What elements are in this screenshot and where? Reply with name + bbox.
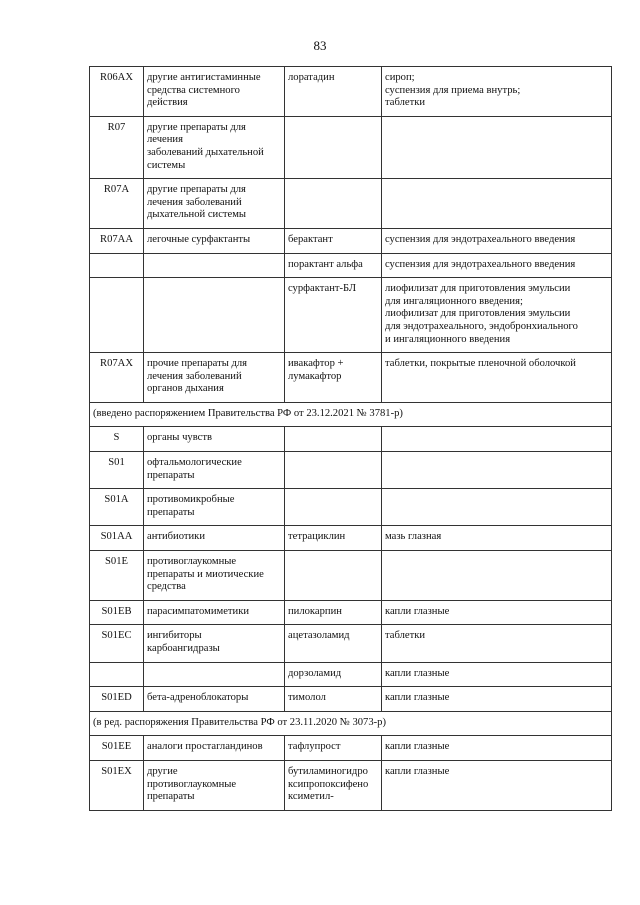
drug-name-cell <box>285 489 382 526</box>
dosage-form-cell <box>382 489 612 526</box>
dosage-form-cell: таблетки <box>382 625 612 662</box>
drug-name-cell: тафлупрост <box>285 736 382 761</box>
atc-code-cell: S <box>90 427 144 452</box>
amendment-note-row <box>90 711 612 736</box>
atc-code-cell <box>90 253 144 278</box>
group-name-cell <box>144 253 285 278</box>
table-row <box>90 427 612 452</box>
table-row <box>90 736 612 761</box>
drug-name-cell <box>285 551 382 601</box>
group-name-cell: парасимпатомиметики <box>144 600 285 625</box>
group-name-cell: другие антигистаминные средства системного действия <box>144 67 285 117</box>
atc-code-cell: S01ED <box>90 687 144 712</box>
drug-name-cell: пилокарпин <box>285 600 382 625</box>
atc-code-cell <box>90 662 144 687</box>
table-row <box>90 278 612 353</box>
drug-name-cell: берактант <box>285 228 382 253</box>
atc-code-cell: S01AA <box>90 526 144 551</box>
table-row <box>90 526 612 551</box>
group-name-cell: бета-адреноблокаторы <box>144 687 285 712</box>
dosage-form-cell: капли глазные <box>382 662 612 687</box>
group-name-cell: органы чувств <box>144 427 285 452</box>
group-name-cell: другие препараты для лечения заболеваний дыхательной системы <box>144 179 285 229</box>
table-row <box>90 116 612 178</box>
dosage-form-cell: таблетки, покрытые пленочной оболочкой <box>382 353 612 403</box>
drug-name-cell <box>285 427 382 452</box>
drug-name-cell <box>285 452 382 489</box>
atc-code-cell: R07A <box>90 179 144 229</box>
dosage-form-cell <box>382 116 612 178</box>
group-name-cell: легочные сурфактанты <box>144 228 285 253</box>
dosage-form-cell <box>382 427 612 452</box>
dosage-form-cell: капли глазные <box>382 600 612 625</box>
drug-name-cell: порактант альфа <box>285 253 382 278</box>
drug-name-cell: тимолол <box>285 687 382 712</box>
drug-name-cell <box>285 179 382 229</box>
group-name-cell: аналоги простагландинов <box>144 736 285 761</box>
drug-name-cell: сурфактант-БЛ <box>285 278 382 353</box>
drug-name-cell: бутиламиногидро ксипропоксифено ксиметил- <box>285 760 382 810</box>
dosage-form-cell: лиофилизат для приготовления эмульсии для ингаляционного введения; лиофилизат для приготовления эмульсии для эндотрахеального, эндобронхиального и ингаляционного введения <box>382 278 612 353</box>
table-row <box>90 760 612 810</box>
atc-code-cell: S01 <box>90 452 144 489</box>
dosage-form-cell: суспензия для эндотрахеального введения <box>382 228 612 253</box>
drug-name-cell <box>285 116 382 178</box>
table-row <box>90 253 612 278</box>
group-name-cell <box>144 278 285 353</box>
dosage-form-cell: капли глазные <box>382 760 612 810</box>
atc-code-cell: S01EC <box>90 625 144 662</box>
atc-code-cell: S01A <box>90 489 144 526</box>
dosage-form-cell: сироп; суспензия для приема внутрь; таблетки <box>382 67 612 117</box>
amendment-note: (введено распоряжением Правительства РФ от 23.12.2021 № 3781-р) <box>90 402 612 427</box>
page-number: 83 <box>313 38 327 53</box>
atc-code-cell: S01E <box>90 551 144 601</box>
group-name-cell: ингибиторы карбоангидразы <box>144 625 285 662</box>
table-row <box>90 228 612 253</box>
group-name-cell: противоглаукомные препараты и миотические средства <box>144 551 285 601</box>
atc-code-cell: R06AX <box>90 67 144 117</box>
table-row <box>90 353 612 403</box>
atc-code-cell: S01EE <box>90 736 144 761</box>
dosage-form-cell <box>382 452 612 489</box>
table-row <box>90 179 612 229</box>
group-name-cell: прочие препараты для лечения заболеваний органов дыхания <box>144 353 285 403</box>
group-name-cell: другие противоглаукомные препараты <box>144 760 285 810</box>
table-row <box>90 687 612 712</box>
table-row <box>90 662 612 687</box>
drug-name-cell: ивакафтор + лумакафтор <box>285 353 382 403</box>
amendment-note-row <box>90 402 612 427</box>
dosage-form-cell: капли глазные <box>382 736 612 761</box>
amendment-note: (в ред. распоряжения Правительства РФ от 23.11.2020 № 3073-р) <box>90 711 612 736</box>
drug-name-cell: лоратадин <box>285 67 382 117</box>
drug-name-cell: тетрациклин <box>285 526 382 551</box>
atc-code-cell: S01EX <box>90 760 144 810</box>
drug-name-cell: ацетазоламид <box>285 625 382 662</box>
atc-code-cell: R07 <box>90 116 144 178</box>
group-name-cell <box>144 662 285 687</box>
table-row <box>90 600 612 625</box>
table-row <box>90 625 612 662</box>
dosage-form-cell: суспензия для эндотрахеального введения <box>382 253 612 278</box>
table-row <box>90 452 612 489</box>
atc-code-cell: R07AX <box>90 353 144 403</box>
atc-code-cell: S01EB <box>90 600 144 625</box>
drug-table <box>89 66 612 811</box>
dosage-form-cell <box>382 551 612 601</box>
atc-code-cell: R07AA <box>90 228 144 253</box>
table-row <box>90 551 612 601</box>
table-row <box>90 67 612 117</box>
group-name-cell: офтальмологические препараты <box>144 452 285 489</box>
group-name-cell: антибиотики <box>144 526 285 551</box>
group-name-cell: другие препараты для лечения заболеваний дыхательной системы <box>144 116 285 178</box>
table-row <box>90 489 612 526</box>
group-name-cell: противомикробные препараты <box>144 489 285 526</box>
drug-name-cell: дорзоламид <box>285 662 382 687</box>
dosage-form-cell: мазь глазная <box>382 526 612 551</box>
dosage-form-cell <box>382 179 612 229</box>
atc-code-cell <box>90 278 144 353</box>
dosage-form-cell: капли глазные <box>382 687 612 712</box>
